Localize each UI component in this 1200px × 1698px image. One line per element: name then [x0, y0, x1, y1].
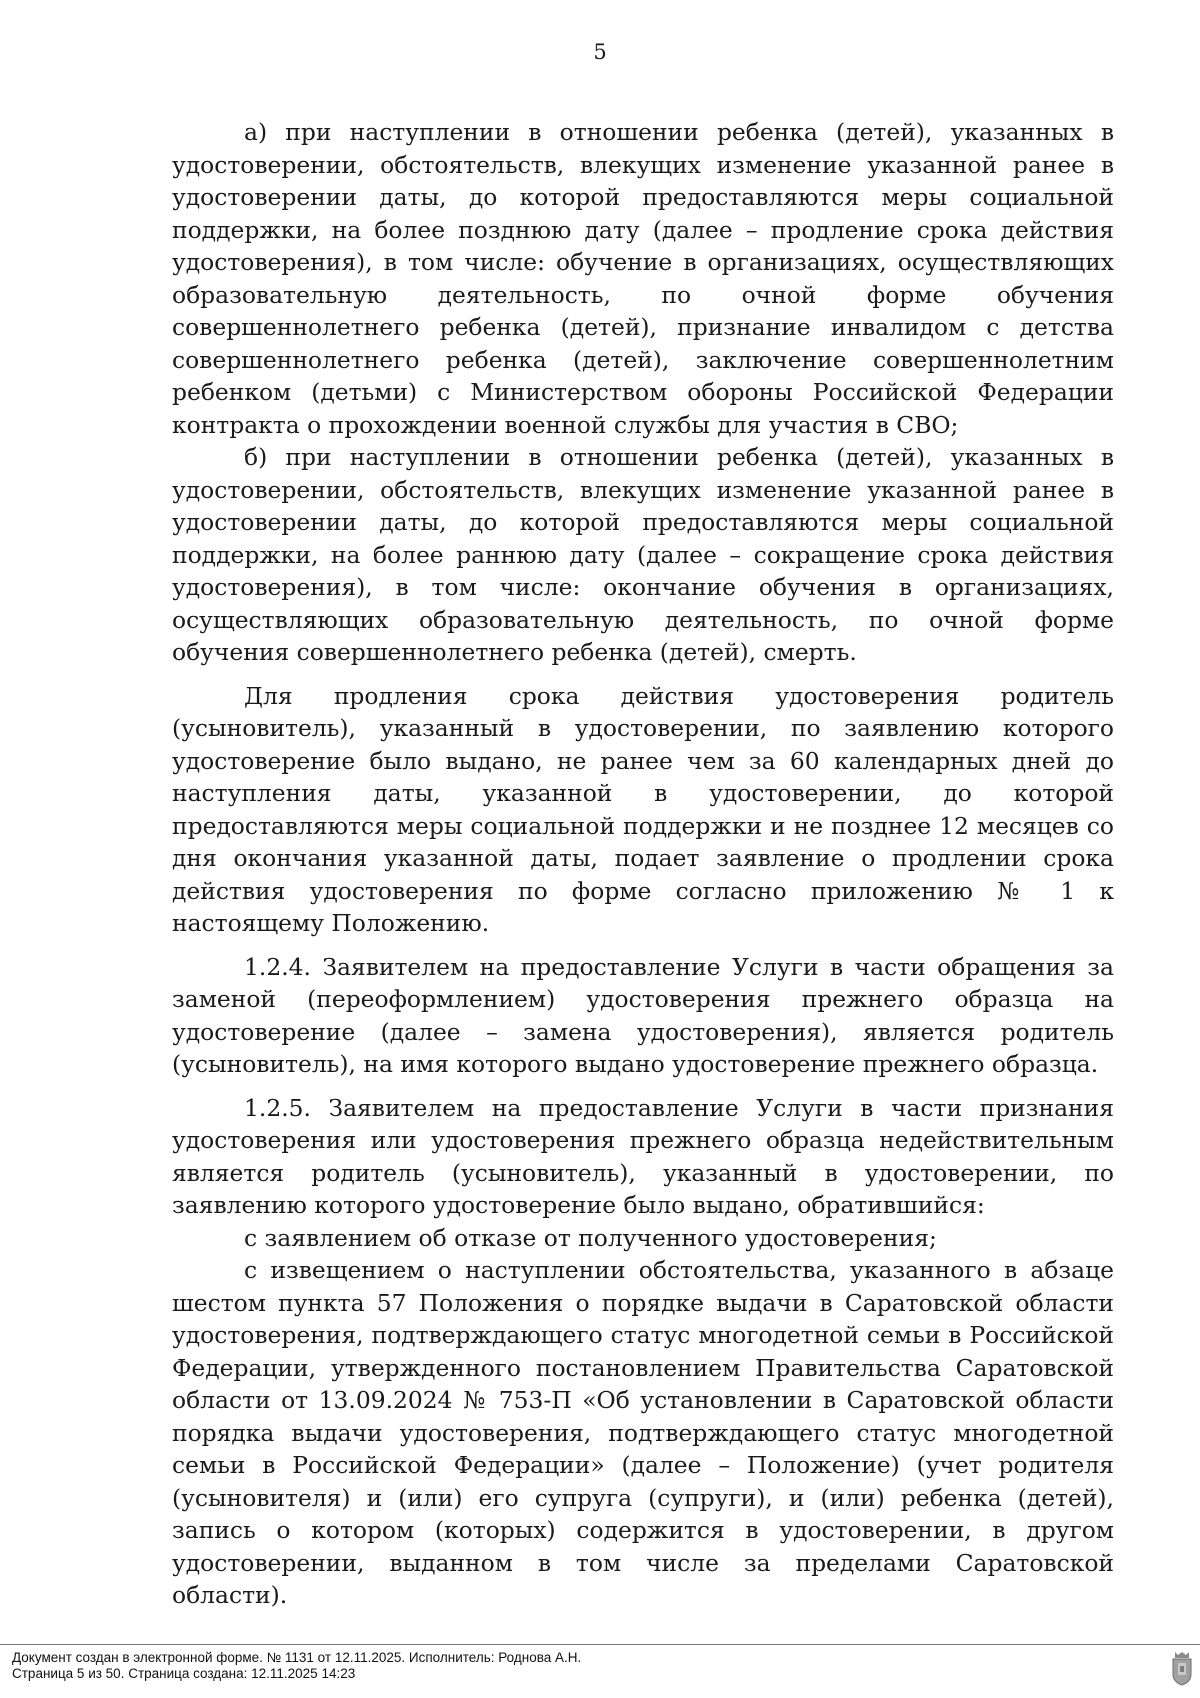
coat-of-arms-icon	[1170, 1650, 1194, 1686]
page-number: 5	[593, 40, 607, 64]
footer	[12, 1650, 581, 1682]
paragraph-1-2-4: 1.2.4. Заявителем на предоставление Услуги в части обращения за заменой (переоформлением) удостоверения прежнего образца на удостоверение (далее – замена удостоверения), является родитель (усыновитель), на имя которого выдано удостоверение прежнего образца.	[172, 952, 1114, 1078]
paragraph-b: б) при наступлении в отношении ребенка (детей), указанных в удостоверении, обстоятельств, влекущих изменение указанной ранее в удостоверении даты, до которой предоставляются меры социальной поддержки, на более раннюю дату (далее – сокращение срока действия удостоверения), в том числе: окончание обучения в организациях, осуществляющих образовательную деятельность, по очной форме обучения совершеннолетнего ребенка (детей), смерть.	[172, 443, 1114, 666]
footer-line-page: Страница 5 из 50. Страница создана: 12.11.2025 14:23	[12, 1666, 356, 1681]
document-body	[172, 116, 1114, 1612]
paragraph-notice: с извещением о наступлении обстоятельства, указанного в абзаце шестом пункта 57 Положения о порядке выдачи в Саратовской области удостоверения, подтверждающего статус многодетной семьи в Российской Федерации, утвержденного постановлением Правительства Саратовской области от 13.09.2024 № 753-П «Об установлении в Саратовской области порядка выдачи удостоверения, подтверждающего статус многодетной семьи в Российской Федерации» (далее – Положение) (учет родителя (усыновителя) и (или) его супруга (супруги), и (или) ребенка (детей), запись о котором (которых) содержится в удостоверении, в другом удостоверении, выданном в том числе за пределами Саратовской области).	[172, 1256, 1114, 1609]
paragraph-extension: Для продления срока действия удостоверения родитель (усыновитель), указанный в удостоверении, по заявлению которого удостоверение было выдано, не ранее чем за 60 календарных дней до наступления даты, указанной в удостоверении, до которой предоставляются меры социальной поддержки и не позднее 12 месяцев со дня окончания указанной даты, подает заявление о продлении срока действия удостоверения по форме согласно приложению № 1 к настоящему Положению.	[172, 681, 1114, 937]
paragraph-a: а) при наступлении в отношении ребенка (детей), указанных в удостоверении, обстоятельств, влекущих изменение указанной ранее в удостоверении даты, до которой предоставляются меры социальной поддержки, на более позднюю дату (далее – продление срока действия удостоверения), в том числе: обучение в организациях, осуществляющих образовательную деятельность, по очной форме обучения совершеннолетнего ребенка (детей), признание инвалидом с детства совершеннолетнего ребенка (детей), заключение совершеннолетним ребенком (детьми) с Министерством обороны Российской Федерации контракта о прохождении военной службы для участия в СВО;	[172, 118, 1114, 439]
paragraph-1-2-5: 1.2.5. Заявителем на предоставление Услуги в части признания удостоверения или удостоверения прежнего образца недействительным является родитель (усыновитель), указанный в удостоверении, по заявлению которого удостоверение было выдано, обратившийся:	[172, 1093, 1114, 1219]
footer-divider	[0, 1644, 1200, 1645]
paragraph-refusal: с заявлением об отказе от полученного удостоверения;	[244, 1223, 937, 1252]
footer-line-document: Документ создан в электронной форме. № 1131 от 12.11.2025. Исполнитель: Роднова А.Н.	[12, 1650, 582, 1665]
